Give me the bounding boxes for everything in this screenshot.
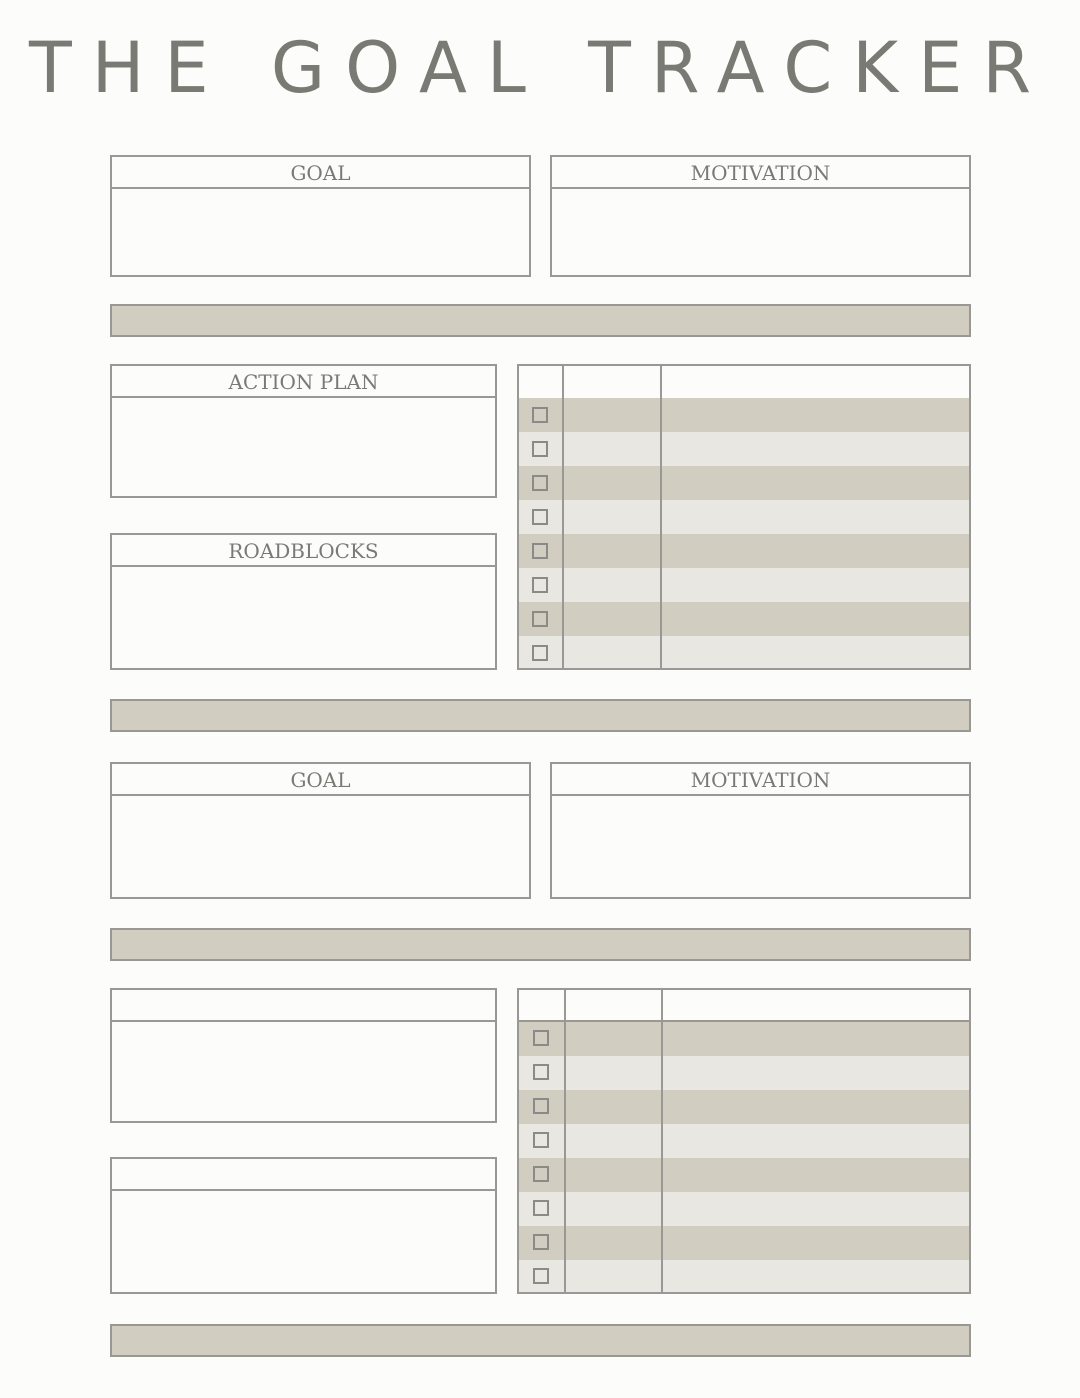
checklist-row[interactable]	[519, 1158, 969, 1192]
checkbox-icon[interactable]	[532, 475, 548, 491]
action-plan-box[interactable]	[110, 364, 497, 498]
divider-band	[110, 1324, 971, 1357]
checkbox-icon[interactable]	[533, 1064, 549, 1080]
motivation-box[interactable]	[550, 155, 971, 277]
checklist-row[interactable]	[519, 636, 969, 670]
column-divider	[564, 990, 566, 1292]
goal-box-label: GOAL	[112, 764, 529, 796]
divider-band	[110, 304, 971, 337]
action-plan-box[interactable]	[110, 988, 497, 1123]
roadblocks-box[interactable]	[110, 1157, 497, 1294]
goal-box-label: GOAL	[112, 157, 529, 189]
checklist-row[interactable]	[519, 1056, 969, 1090]
checkbox-icon[interactable]	[533, 1268, 549, 1284]
checkbox-icon[interactable]	[532, 645, 548, 661]
checkbox-icon[interactable]	[532, 577, 548, 593]
checklist-row[interactable]	[519, 466, 969, 500]
checklist-row[interactable]	[519, 1022, 969, 1056]
action-plan-box-label: ACTION PLAN	[112, 366, 495, 398]
motivation-box-label: MOTIVATION	[552, 157, 969, 189]
checklist-row[interactable]	[519, 568, 969, 602]
checklist-row[interactable]	[519, 602, 969, 636]
checkbox-icon[interactable]	[532, 441, 548, 457]
roadblocks-box-label	[112, 1159, 495, 1191]
checklist-row[interactable]	[519, 1260, 969, 1294]
action-plan-box-label	[112, 990, 495, 1022]
column-divider	[562, 366, 564, 668]
checklist-row[interactable]	[519, 398, 969, 432]
goal-box[interactable]	[110, 762, 531, 899]
checkbox-icon[interactable]	[532, 611, 548, 627]
goal-box[interactable]	[110, 155, 531, 277]
divider-band	[110, 928, 971, 961]
divider-band	[110, 699, 971, 732]
checklist-row[interactable]	[519, 1226, 969, 1260]
checklist-row[interactable]	[519, 432, 969, 466]
checkbox-icon[interactable]	[533, 1030, 549, 1046]
checklist-row[interactable]	[519, 1090, 969, 1124]
checkbox-icon[interactable]	[533, 1234, 549, 1250]
checklist-table	[517, 988, 971, 1294]
checklist-row[interactable]	[519, 1124, 969, 1158]
checkbox-icon[interactable]	[532, 543, 548, 559]
roadblocks-box-label: ROADBLOCKS	[112, 535, 495, 567]
checkbox-icon[interactable]	[533, 1098, 549, 1114]
checklist-row[interactable]	[519, 500, 969, 534]
motivation-box-label: MOTIVATION	[552, 764, 969, 796]
column-divider	[661, 990, 663, 1292]
checkbox-icon[interactable]	[532, 509, 548, 525]
column-divider	[660, 366, 662, 668]
checkbox-icon[interactable]	[533, 1166, 549, 1182]
motivation-box[interactable]	[550, 762, 971, 899]
checklist-row[interactable]	[519, 534, 969, 568]
roadblocks-box[interactable]	[110, 533, 497, 670]
checkbox-icon[interactable]	[532, 407, 548, 423]
checkbox-icon[interactable]	[533, 1132, 549, 1148]
page-title: THE GOAL TRACKER	[29, 27, 1051, 109]
checklist-table	[517, 364, 971, 670]
checklist-row[interactable]	[519, 1192, 969, 1226]
checkbox-icon[interactable]	[533, 1200, 549, 1216]
